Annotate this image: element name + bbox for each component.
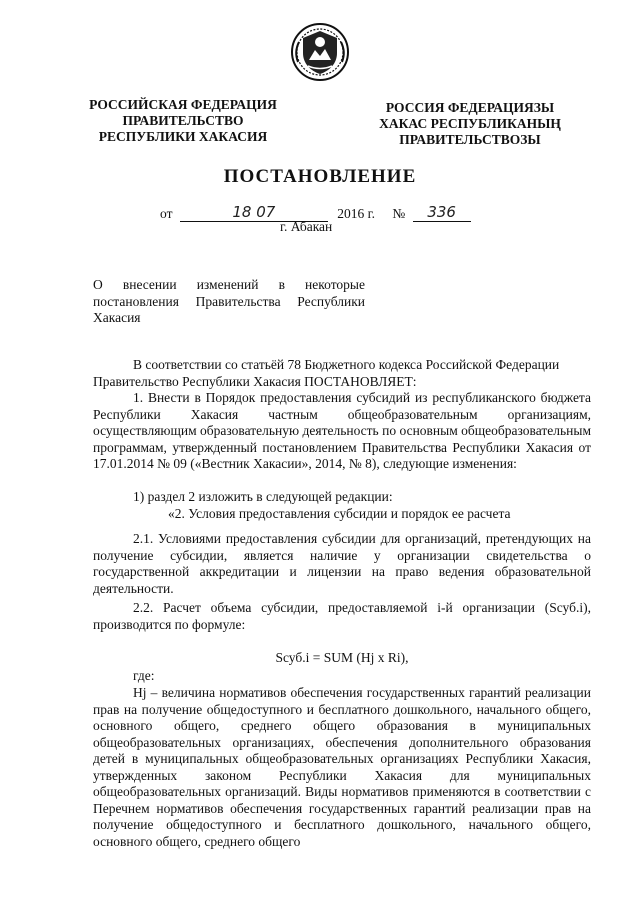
subject-word: Правительства bbox=[195, 293, 281, 309]
document-title: ПОСТАНОВЛЕНИЕ bbox=[223, 166, 417, 187]
item-1-sub bbox=[93, 489, 591, 522]
subject-word: О bbox=[93, 277, 103, 292]
intro-line-1: В соответствии со статьёй 78 Бюджетного кодекса Российской Федерации bbox=[133, 357, 560, 372]
intro-line-2: Правительство Республики Хакасия ПОСТАНОВЛЯЕТ: bbox=[93, 373, 417, 389]
subject-word: Республики bbox=[297, 293, 365, 309]
header-right-block bbox=[365, 100, 575, 148]
item-1-text: 1. Внести в Порядок предоставления субсидий из республиканского бюджета Республики Хакасия частным общеобразовательным организациям, осуществляющим образовательную деятельность по основным общеобразовательным программам, утвержденный постановлением Правительства Республики Хакасия от 17.01.2014 № 09 («Вестник Хакасии», 2014, № 8), следующие изменения: bbox=[93, 390, 591, 471]
number-handwritten: 336 bbox=[413, 203, 471, 222]
where-label: где: bbox=[133, 668, 155, 683]
paragraph-2-2 bbox=[93, 600, 591, 633]
coat-of-arms-emblem bbox=[290, 22, 350, 82]
quote-heading: «2. Условия предоставления субсидии и порядок ее расчета bbox=[168, 505, 511, 521]
paragraph-2-1-text: 2.1. Условиями предоставления субсидии для организаций, претендующих на получение субсидии, является наличие у организации свидетельства о государственной аккредитации и лицензии на право ведения образовательной деятельности. bbox=[93, 531, 591, 596]
header-right-line: ХАКАС РЕСПУБЛИКАНЫҢ bbox=[379, 116, 561, 131]
subject-line-2 bbox=[93, 294, 365, 311]
formula: Sсуб.i = SUM (Hj x Ri), bbox=[275, 650, 409, 665]
paragraph-2-1 bbox=[93, 531, 591, 597]
year-label: 2016 г. bbox=[337, 206, 375, 221]
subject-word: некоторые bbox=[305, 277, 365, 292]
number-prefix: № bbox=[392, 206, 406, 221]
header-right-line: ПРАВИТЕЛЬСТВОЗЫ bbox=[399, 132, 541, 147]
body-intro bbox=[93, 357, 591, 390]
subject-line-3: Хакасия bbox=[93, 310, 141, 325]
header-right-line: РОССИЯ ФЕДЕРАЦИЯЗЫ bbox=[385, 100, 555, 115]
subject-line-1 bbox=[93, 277, 365, 294]
header-left-line: ПРАВИТЕЛЬСТВО bbox=[122, 113, 244, 128]
date-handwritten: 18 07 bbox=[180, 203, 328, 222]
hj-definition-text: Hj – величина нормативов обеспечения государственных гарантий реализации прав на получение общедоступного и бесплатного дошкольного, начального общего, основного общего, среднего общего образования в муниципальных общеобразовательных организациях, обеспечения дополнительного образования детей в муниципальных общеобразовательных организациях Республики Хакасия, утвержденных законом Республики Хакасия для муниципальных общеобразовательных организаций. Виды нормативов применяются в соответствии с Перечнем нормативов обеспечения государственных гарантий реализации прав на получение общедоступного и бесплатного дошкольного, начального общего, основного общего, среднего общего bbox=[93, 685, 591, 849]
subject-block bbox=[93, 277, 365, 327]
hj-definition bbox=[93, 685, 591, 850]
header-left-line: РОССИЙСКАЯ ФЕДЕРАЦИЯ bbox=[89, 97, 277, 112]
city-label: г. Абакан bbox=[280, 219, 333, 234]
item-1-1-text: 1) раздел 2 изложить в следующей редакции: bbox=[133, 489, 393, 504]
item-1 bbox=[93, 390, 591, 473]
subject-word: изменений bbox=[196, 277, 259, 292]
date-prefix: от bbox=[160, 206, 173, 221]
header-left-line: РЕСПУБЛИКИ ХАКАСИЯ bbox=[98, 129, 268, 144]
paragraph-2-2-text: 2.2. Расчет объема субсидии, предоставляемой i-й организации (Sсуб.i), производится по формуле: bbox=[93, 600, 591, 632]
subject-word: постановления bbox=[93, 293, 179, 309]
header-left-block bbox=[88, 97, 278, 145]
subject-word: в bbox=[278, 277, 285, 292]
subject-word: внесении bbox=[122, 277, 177, 292]
